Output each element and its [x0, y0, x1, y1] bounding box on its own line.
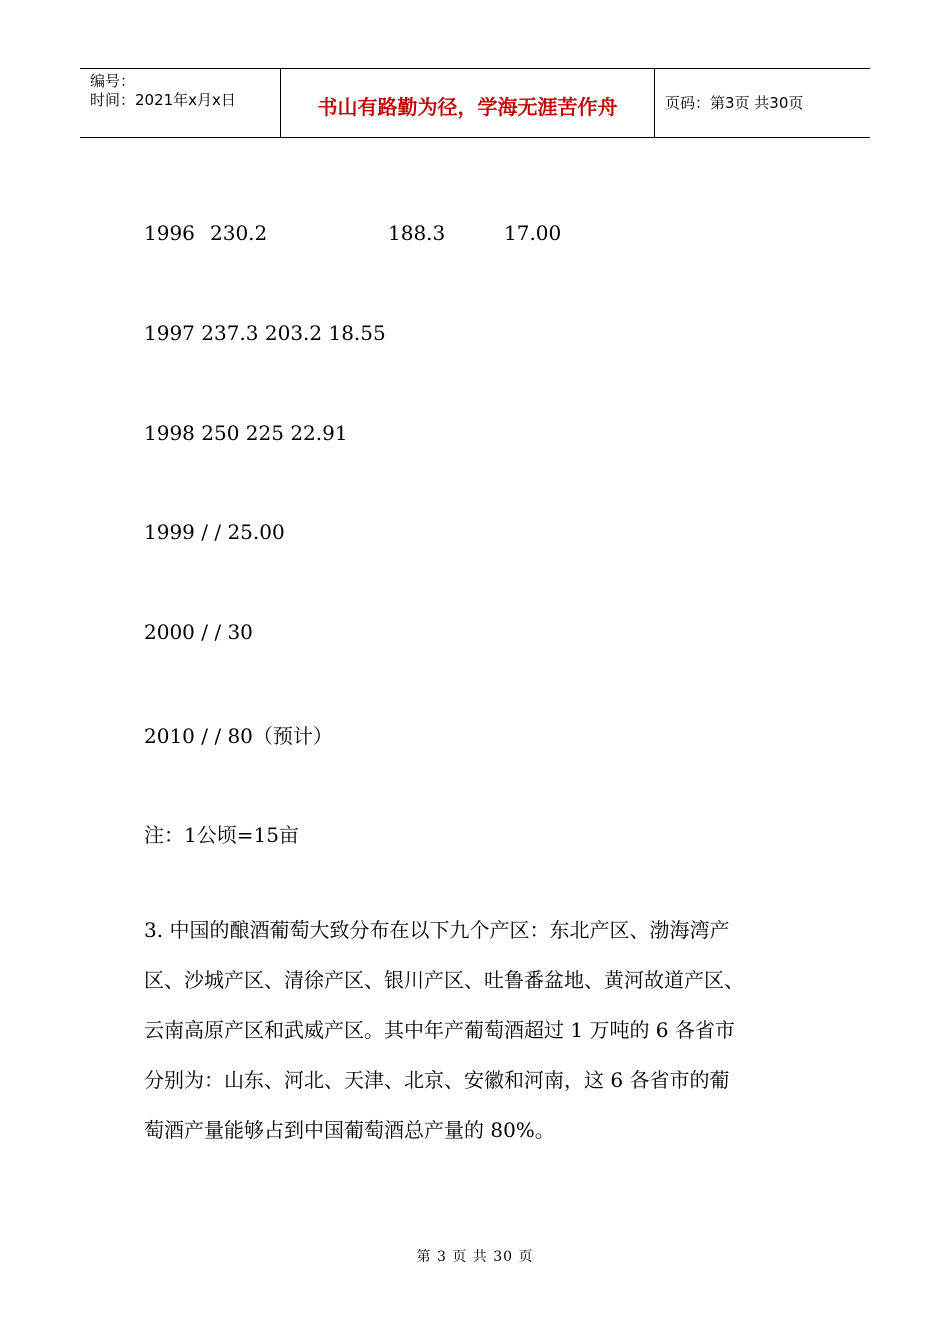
body-paragraph	[144, 905, 824, 1155]
data-row-1996	[144, 221, 561, 245]
paragraph-line: 分别为：山东、河北、天津、北京、安徽和河南，这 6 各省市的葡	[144, 1068, 730, 1092]
header-page-cell	[655, 69, 870, 137]
paragraph-line: 萄酒产量能够占到中国葡萄酒总产量的 80%。	[144, 1118, 555, 1142]
document-time-label: 时间：2021年x月x日	[90, 91, 236, 109]
page-footer: 第 3 页 共 30 页	[416, 1249, 534, 1265]
paragraph-line: 3. 中国的酿酒葡萄大致分布在以下九个产区：东北产区、渤海湾产	[144, 918, 730, 942]
document-number-label: 编号：	[90, 72, 136, 90]
page-header	[80, 68, 870, 138]
header-page-number: 页码：第3页 共30页	[665, 94, 804, 112]
data-row-1998: 1998 250 225 22.91	[144, 421, 348, 445]
row-value-1: 230.2	[210, 221, 268, 245]
data-row-2000: 2000 / / 30	[144, 620, 253, 644]
header-motto: 书山有路勤为径，学海无涯苦作舟	[317, 95, 618, 119]
header-info-cell	[80, 69, 281, 137]
data-row-1999: 1999 / / 25.00	[144, 520, 285, 544]
row-value-3: 17.00	[504, 221, 562, 245]
row-value-2: 188.3	[388, 221, 446, 245]
paragraph-line: 区、沙城产区、清徐产区、银川产区、吐鲁番盆地、黄河故道产区、	[144, 968, 744, 992]
row-year: 1996	[144, 221, 195, 245]
unit-note: 注：1公顷=15亩	[144, 823, 299, 847]
paragraph-line: 云南高原产区和武威产区。其中年产葡萄酒超过 1 万吨的 6 各省市	[144, 1018, 735, 1042]
header-motto-cell	[281, 69, 655, 137]
data-row-2010: 2010 / / 80（预计）	[144, 724, 333, 748]
data-row-1997: 1997 237.3 203.2 18.55	[144, 321, 386, 345]
